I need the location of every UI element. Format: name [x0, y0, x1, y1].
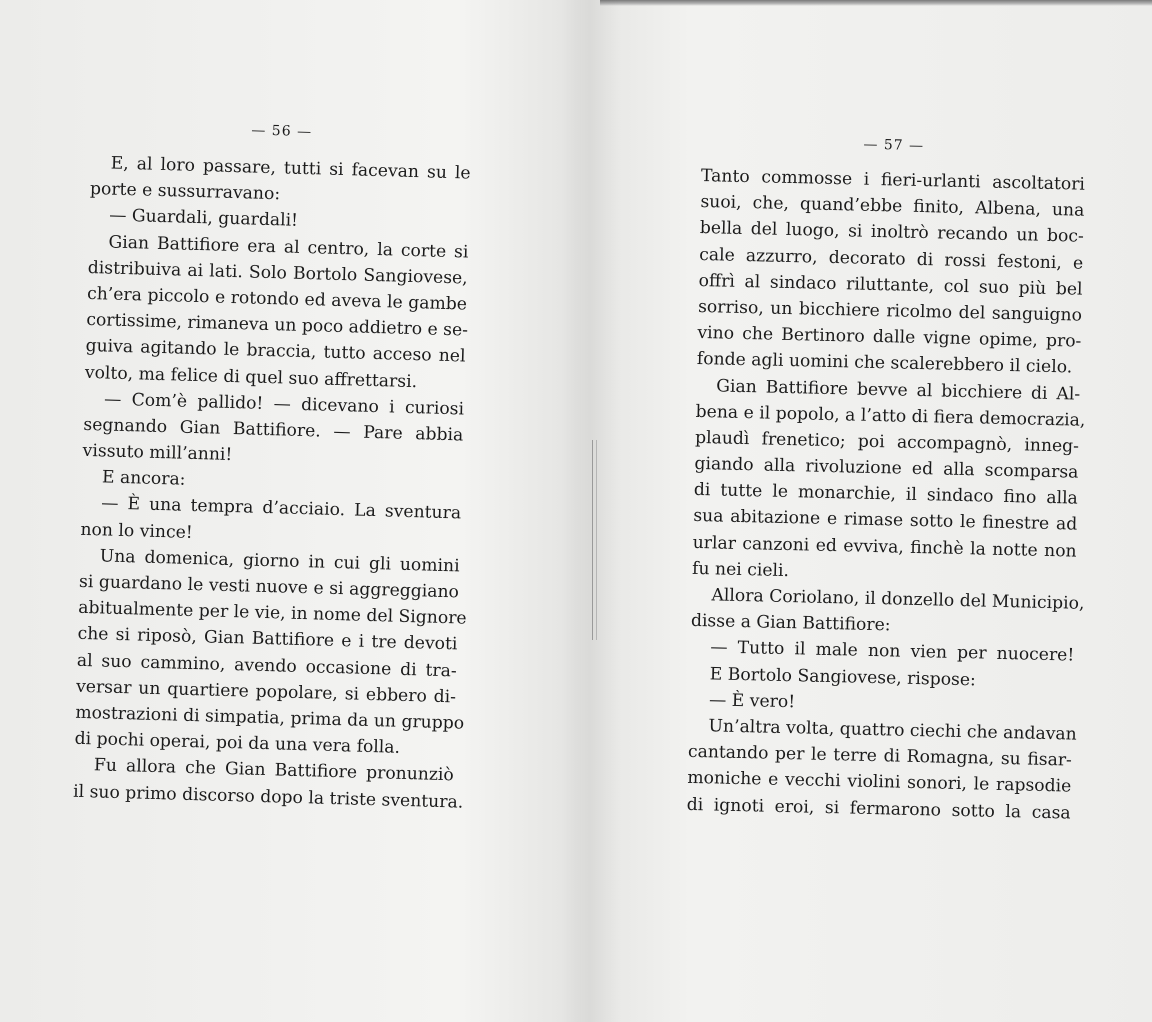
text-line: bella del luogo, si inoltrò recando un boc-	[699, 218, 1084, 248]
text-line: abitualmente per le vie, in nome del Signore	[78, 598, 467, 629]
text-line: — Com’è pallido! — dicevano i curiosi	[103, 389, 465, 420]
text-line: fonde agli uomini che scalerebbero il cielo.	[696, 349, 1073, 378]
text-line: — È vero!	[708, 690, 796, 713]
text-line: Una domenica, giorno in cui gli uomini	[99, 546, 460, 577]
page-body	[686, 163, 1085, 826]
text-line: Un’altra volta, quattro ciechi che andavan	[708, 716, 1077, 745]
text-line: distribuiva ai lati. Solo Bortolo Sangiovese,	[87, 257, 468, 289]
text-line: E ancora:	[101, 467, 186, 490]
text-line: plaudì frenetico; poi accompagnò, inneg-	[694, 427, 1080, 457]
text-line: mostrazioni di simpatia, prima da un gruppo	[75, 702, 465, 734]
book-gutter	[560, 0, 620, 1022]
text-line: Fu allora che Gian Battifiore pronunziò	[93, 755, 455, 786]
text-line: bena e il popolo, a l’atto di fiera democrazia,	[695, 401, 1086, 431]
text-line: giando alla rivoluzione ed alla scomparsa	[694, 453, 1079, 483]
text-line: suoi, che, quand’ebbe finito, Albena, una	[700, 192, 1085, 221]
text-line: che si riposò, Gian Battifiore e i tre devoti	[77, 624, 458, 655]
text-line: E Bortolo Sangiovese, rispose:	[709, 663, 977, 690]
text-line: di tutte le monarchie, il sindaco fino alla	[693, 480, 1079, 509]
page-body	[73, 150, 471, 815]
text-line: — È una tempra d’acciaio. La sventura	[100, 493, 462, 524]
text-line: disse a Gian Battifiore:	[690, 611, 891, 636]
text-line: fu nei cieli.	[691, 558, 790, 581]
left-page	[73, 118, 472, 815]
text-line: Tanto commosse i fieri-urlanti ascoltatori	[700, 165, 1086, 195]
text-line: volto, ma felice di quel suo affrettarsi.	[84, 362, 418, 392]
text-line: vissuto mill’anni!	[82, 440, 233, 466]
text-line: offrì al sindaco riluttante, col suo più bel	[698, 270, 1083, 300]
gutter-binding-mark	[592, 440, 597, 640]
text-line: Gian Battifiore bevve al bicchiere di Al-	[716, 375, 1081, 405]
page-number: — 57 —	[863, 136, 925, 155]
right-page	[686, 133, 1085, 826]
text-line: cantando per le terre di Romagna, su fisar-	[687, 741, 1073, 771]
text-line: al suo cammino, avendo occasione di tra-	[76, 650, 457, 681]
text-line: Gian Battifiore era al centro, la corte si	[108, 232, 469, 263]
text-line: segnando Gian Battifiore. — Pare abbia	[83, 414, 464, 446]
text-line: ch’era piccolo e rotondo ed aveva le gambe	[86, 283, 468, 315]
text-line: non lo vince!	[80, 519, 193, 543]
text-line: — Tutto il male non vien per nuocere!	[710, 637, 1075, 666]
text-line: si guardano le vesti nuove e si aggreggiano	[78, 571, 460, 603]
text-line: Allora Coriolano, il donzello del Municipio,	[711, 585, 1085, 614]
text-line: — Guardali, guardali!	[108, 205, 299, 232]
text-line: vino che Bertinoro dalle vigne opime, pro-	[697, 323, 1082, 352]
text-line: di pochi operai, poi da una vera folla.	[74, 728, 401, 758]
text-line: di ignoti eroi, si fermarono sotto la casa	[686, 794, 1071, 824]
text-line: guiva agitando le braccia, tutto acceso nel	[85, 336, 466, 367]
text-line: cortissime, rimaneva un poco addietro e se-	[86, 310, 469, 341]
text-line: cale azzurro, decorato di rossi festoni, e	[699, 244, 1084, 274]
text-line: sorriso, un bicchiere ricolmo del sanguigno	[697, 296, 1083, 326]
text-line: moniche e vecchi violini sonori, le rapsodie	[687, 768, 1072, 797]
text-line: porte e sussurravano:	[89, 179, 281, 205]
text-line: urlar canzoni ed evviva, finchè la notte non	[692, 532, 1077, 562]
page-number: — 56 —	[251, 122, 313, 141]
text-line: versar un quartiere popolare, si ebbero di-	[75, 676, 457, 708]
text-line: il suo primo discorso dopo la triste sventura.	[72, 781, 464, 813]
page-top-edge-shadow	[600, 0, 1152, 6]
text-line: E, al loro passare, tutti si facevan su le	[110, 153, 471, 184]
text-line: sua abitazione e rimase sotto le finestre ad	[693, 506, 1078, 536]
